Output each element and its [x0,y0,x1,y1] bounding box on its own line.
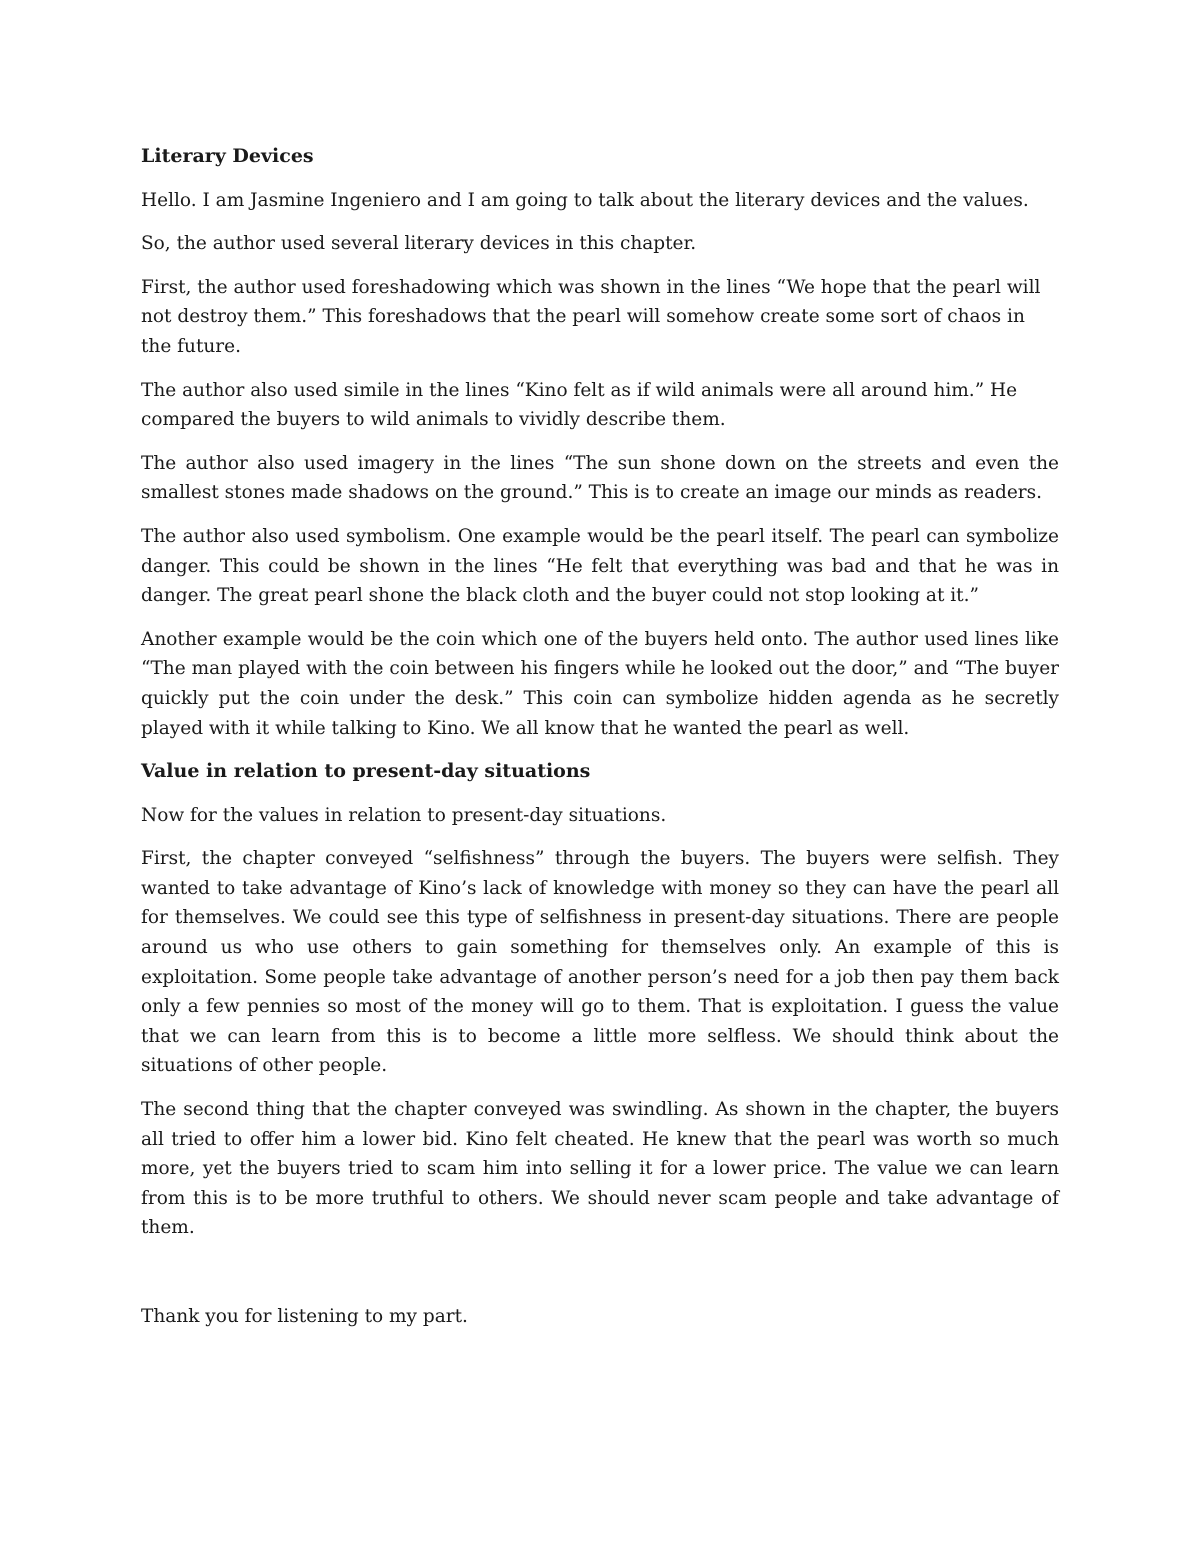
heading-literary-devices: Literary Devices [141,145,314,167]
paragraph-foreshadowing: First, the author used foreshadowing which was shown in the lines “We hope that the pearl will not destroy them.” This foreshadows that the pearl will somehow create some sort of chaos in the future. [141,276,1041,357]
heading-values: Value in relation to present-day situations [141,760,591,783]
paragraph-imagery: The author also used imagery in the lines “The sun shone down on the streets and even the smallest stones made shadows on the ground.” This is to create an image our minds as readers. [141,452,1059,504]
paragraph-closing: Thank you for listening to my part. [141,1306,468,1327]
paragraph-coin: Another example would be the coin which one of the buyers held onto. The author used lines like “The man played with the coin between his fingers while he looked out the door,” and “The buyer quickly put the coin under the desk.” This coin can symbolize hidden agenda as he secretly played with it while talking to Kino. We all know that he wanted the pearl as well. [141,628,1059,739]
paragraph-devices-intro: So, the author used several literary devices in this chapter. [141,233,697,255]
paragraph-swindling: The second thing that the chapter conveyed was swindling. As shown in the chapter, the buyers all tried to offer him a lower bid. Kino felt cheated. He knew that the pearl was worth so much more, yet the buyers tried to scam him into selling it for a lower price. The value we can learn from this is to be more truthful to others. We should never scam people and take advantage of them. [141,1099,1059,1239]
paragraph-symbolism: The author also used symbolism. One example would be the pearl itself. The pearl can symbolize danger. This could be shown in the lines “He felt that everything was bad and that he was in danger. The great pearl shone the black cloth and the buyer could not stop looking at it.” [141,525,1059,607]
document-page [141,136,1059,1346]
paragraph-selfishness: First, the chapter conveyed “selfishness” through the buyers. The buyers were selfish. They wanted to take advantage of Kino’s lack of knowledge with money so they can have the pearl all for themselves. We could see this type of selfishness in present-day situations. There are people around us who use others to gain something for themselves only. An example of this is exploitation. Some people take advantage of another person’s need for a job then pay them back only a few pennies so most of the money will go to them. That is exploitation. I guess the value that we can learn from this is to become a little more selfless. We should think about the situations of other people. [141,848,1059,1077]
blank-line [141,1257,1059,1302]
paragraph-simile: The author also used simile in the lines “Kino felt as if wild animals were all around him.” He compared the buyers to wild animals to vividly describe them. [141,379,1018,431]
paragraph-values-intro: Now for the values in relation to present-day situations. [141,804,667,826]
paragraph-intro: Hello. I am Jasmine Ingeniero and I am going to talk about the literary devices and the values. [141,189,1029,211]
